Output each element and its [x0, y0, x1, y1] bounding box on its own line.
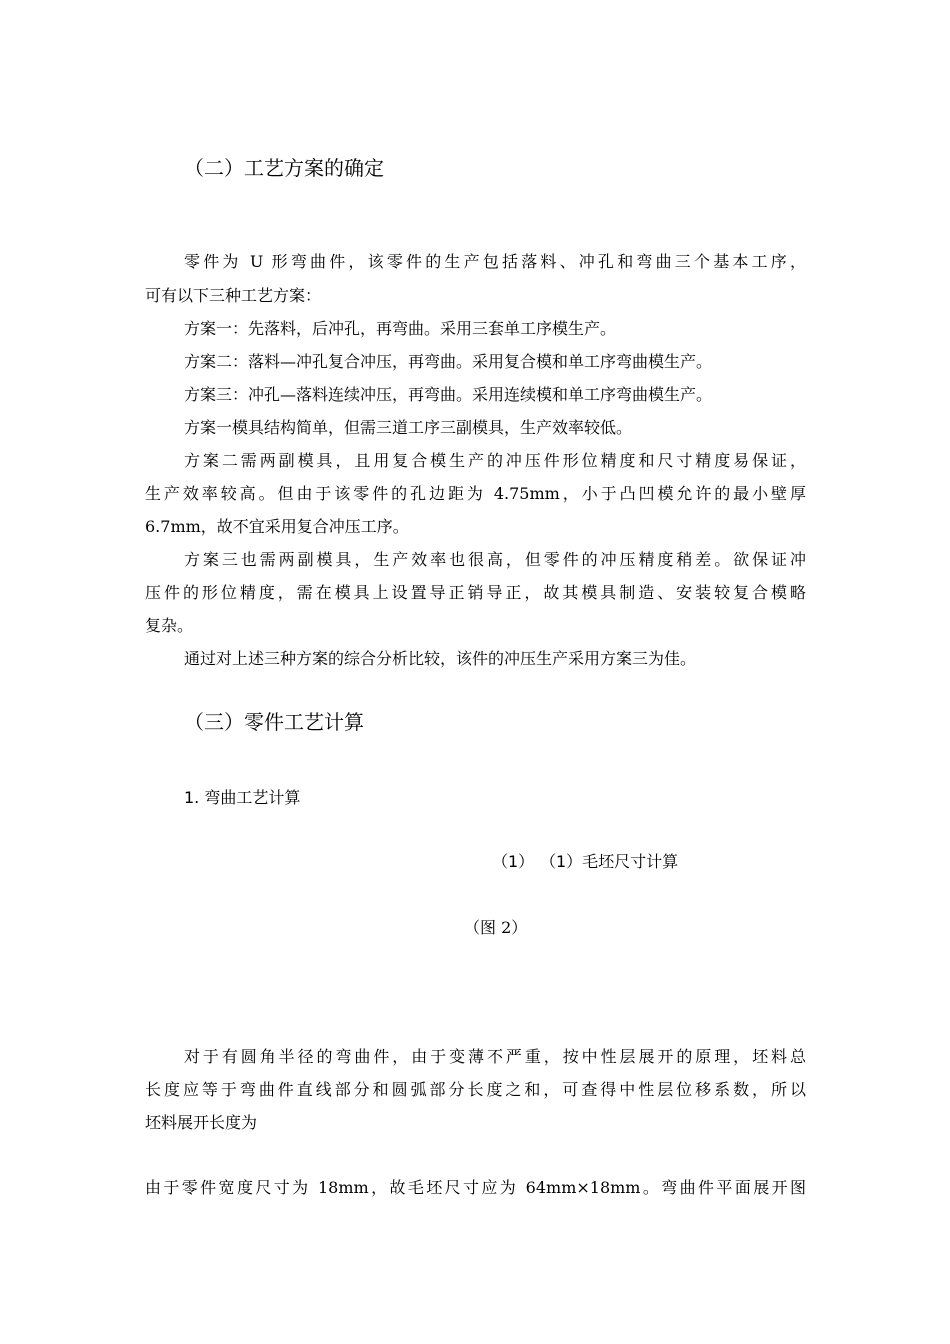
paragraph-line: 对于有圆角半径的弯曲件，由于变薄不严重，按中性层展开的原理，坯料总: [184, 1047, 806, 1066]
paragraph-line: 可有以下三种工艺方案：: [145, 286, 322, 305]
plan-three-line: 方案三：冲孔—落料连续冲压，再弯曲。采用连续模和单工序弯曲模生产。: [184, 385, 713, 404]
item-number: （1）: [492, 852, 535, 871]
section-heading-process-plan: （二）工艺方案的确定: [184, 156, 384, 180]
item-title-blank-size: （1）毛坯尺寸计算: [540, 852, 679, 871]
paragraph-line: 压件的形位精度，需在模具上设置导正销导正，故其模具制造、安装较复合模略: [145, 583, 806, 602]
paragraph-line: 坯料展开长度为: [145, 1113, 258, 1132]
figure-caption: （图 2）: [464, 918, 528, 937]
conclusion-line: 通过对上述三种方案的综合分析比较，该件的冲压生产采用方案三为佳。: [184, 649, 697, 668]
paragraph-line: 长度应等于弯曲件直线部分和圆弧部分长度之和，可查得中性层位移系数，所以: [145, 1080, 806, 1099]
paragraph-line: 6.7mm，故不宜采用复合冲压工序。: [145, 517, 409, 536]
subsection-heading-bending: 1. 弯曲工艺计算: [184, 788, 301, 807]
paragraph-line: 零件为 U 形弯曲件，该零件的生产包括落料、冲孔和弯曲三个基本工序，: [184, 252, 806, 271]
paragraph-line: 生产效率较高。但由于该零件的孔边距为 4.75mm，小于凸凹模允许的最小壁厚: [145, 484, 806, 503]
paragraph-line: 方案一模具结构简单，但需三道工序三副模具，生产效率较低。: [184, 418, 633, 437]
plan-two-line: 方案二：落料—冲孔复合冲压，再弯曲。采用复合模和单工序弯曲模生产。: [184, 352, 713, 371]
paragraph-line: 方案二需两副模具，且用复合模生产的冲压件形位精度和尺寸精度易保证，: [184, 451, 806, 470]
paragraph-line: 由于零件宽度尺寸为 18mm，故毛坯尺寸应为 64mm×18mm。弯曲件平面展开图: [145, 1178, 806, 1197]
paragraph-line: 复杂。: [145, 616, 194, 635]
section-heading-part-calculation: （三）零件工艺计算: [184, 710, 364, 734]
paragraph-line: 方案三也需两副模具，生产效率也很高，但零件的冲压精度稍差。欲保证冲: [184, 550, 806, 569]
plan-one-line: 方案一：先落料，后冲孔，再弯曲。采用三套单工序模生产。: [184, 319, 617, 338]
